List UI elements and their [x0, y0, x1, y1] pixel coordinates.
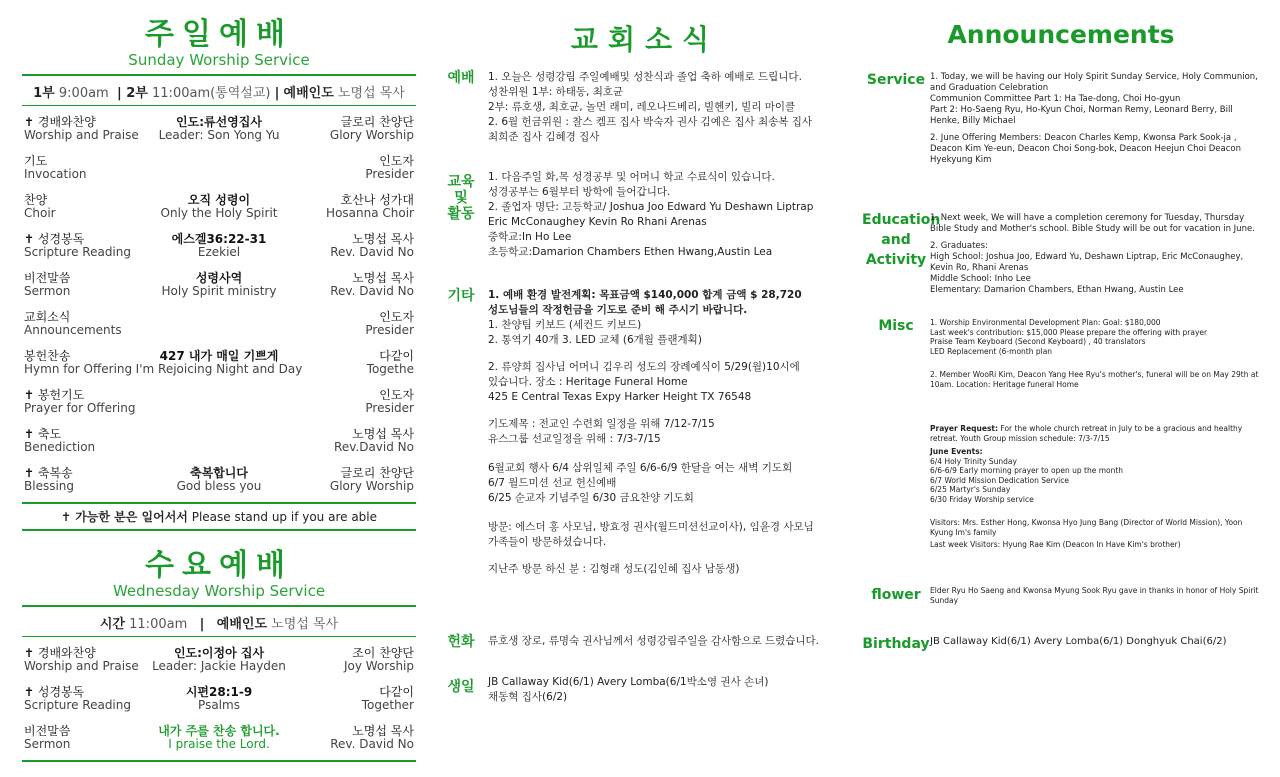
order-item-name	[24, 194, 56, 220]
birthday-text: JB Callaway Kid(6/1) Avery Lomba(6/1) Donghyuk Chai(6/2)	[930, 636, 1227, 647]
order-item-name-en: Invocation	[24, 167, 87, 181]
birthday-line: 채동혁 집사(6/2)	[488, 691, 568, 703]
order-item-name	[24, 155, 87, 181]
order-row	[22, 229, 416, 268]
misc-item: Last week's contribution: $15,000 Please prepare the offering with prayer	[930, 327, 1208, 337]
order-item-leader-ko: 노명섭 목사	[352, 232, 414, 246]
church-news	[440, 0, 850, 777]
order-item-name	[24, 467, 74, 493]
order-item-leader-ko: 인도자	[379, 154, 414, 168]
education-label-line: Education	[862, 212, 941, 228]
order-item-leader-en: Rev. David No	[330, 737, 414, 751]
order-row	[22, 643, 416, 682]
order-item-detail-ko: 에스겔36:22-31	[171, 232, 267, 246]
info-separator: |	[199, 617, 205, 632]
order-item-name-en: Sermon	[24, 284, 71, 298]
text-line: Eric McConaughey Kevin Ro Rhani Arenas	[488, 216, 707, 228]
prayer-line: 유스그룹 선교일정을 위해 : 7/3-7/15	[488, 433, 661, 445]
order-row	[22, 346, 416, 385]
stand-note	[22, 504, 416, 529]
wednesday-order-list	[22, 643, 416, 760]
order-item-name-en: Choir	[24, 206, 56, 220]
order-item-name-en: Blessing	[24, 479, 75, 493]
visit-line: 방문: 에스더 홍 사모님, 방효정 권사(월드미션선교이사), 임윤경 사모님	[488, 521, 814, 533]
news-edu-label: 교육 및 활동	[447, 174, 475, 222]
divider	[22, 760, 416, 762]
order-item-detail	[122, 350, 316, 376]
education-item: Elementary: Damarion Chambers, Ethan Hwang, Austin Lee	[930, 285, 1184, 295]
leader-name: 노명섭 목사	[271, 617, 339, 632]
service-item: 1. Today, we will be having our Holy Spirit Sunday Service, Holy Communion, and Graduation Celebration	[930, 72, 1258, 93]
flower-label: flower	[871, 587, 921, 603]
text-line: 초등학교:Damarion Chambers Ethen Hwang,Austin Lea	[488, 246, 773, 258]
order-item-name-ko: 비전말씀	[24, 724, 71, 738]
order-item-name-en: Benediction	[24, 440, 96, 454]
order-item-leader-en: Rev.David No	[334, 440, 414, 454]
order-item-detail-en: God bless you	[176, 479, 262, 493]
order-row	[22, 721, 416, 760]
service-item: Communion Committee Part 1: Ha Tae-dong, Choi Ho-gyun	[930, 94, 1181, 104]
lastweek-line: 지난주 방문 하신 분 : 김형래 성도(김인혜 집사 남동생)	[488, 563, 740, 575]
service-label: Service	[866, 72, 926, 88]
part2-label: | 2부	[116, 86, 148, 101]
order-item-detail-en: Psalms	[198, 698, 240, 712]
order-item-detail-ko: 인도:류선영집사	[176, 115, 262, 129]
leader-label: 예배인도	[216, 617, 268, 632]
birthday-label: Birthday	[862, 636, 930, 652]
order-item-leader-ko: 노명섭 목사	[352, 271, 414, 285]
order-item-leader-ko: 노명섭 목사	[352, 724, 414, 738]
order-item-leader-ko: 호산나 성가대	[340, 193, 414, 207]
order-row	[22, 307, 416, 346]
order-item-name-ko: ✝ 축복송	[24, 466, 73, 480]
part1-label: 1부	[33, 86, 55, 101]
order-item-name-ko: ✝ 경배와찬양	[24, 115, 96, 129]
order-item-leader	[334, 428, 414, 454]
order-item-leader-en: Presider	[365, 401, 414, 415]
stand-note-ko: ✝ 가능한 분은 일어서서	[60, 510, 188, 524]
order-item-leader-en: Presider	[365, 167, 414, 181]
order-item-detail	[122, 233, 316, 259]
flower-body	[930, 586, 1260, 605]
education-item: 2. Graduates:	[930, 241, 988, 251]
part2-time: 11:00am(통역설교)	[152, 86, 271, 101]
order-row	[22, 385, 416, 424]
order-item-leader-ko: 인도자	[379, 310, 414, 324]
order-item-leader	[362, 686, 414, 712]
misc-item: LED Replacement (6-month plan	[930, 346, 1053, 356]
order-item-detail-en: Ezekiel	[197, 245, 241, 259]
order-item-detail-ko: 성령사역	[195, 271, 243, 285]
news-edu-body	[488, 170, 850, 260]
education-label	[862, 210, 941, 270]
news-birthday-label: 생일	[447, 679, 475, 695]
text-line: 6/30 Friday Worship service	[930, 494, 1034, 504]
order-item-leader-en: Togethe	[366, 362, 414, 376]
order-item-detail-ko: 오직 성령이	[187, 193, 251, 207]
text-line: 6/7 World Mission Dedication Service	[930, 475, 1069, 485]
order-item-name-en: Worship and Praise	[24, 128, 139, 142]
text-line: 2. 6월 헌금위원 : 찰스 켐프 집사 박숙자 권사 김예은 집사 최송복 집사	[488, 116, 813, 128]
order-item-detail	[122, 467, 316, 493]
order-row	[22, 268, 416, 307]
etc-line: 2. 류양희 집사님 어머니 김우리 성도의 장례예식이 5/29(월)10시에	[488, 361, 800, 373]
order-item-leader-ko: 글로리 찬양단	[340, 466, 414, 480]
prayer-request-label: Prayer Request:	[930, 424, 999, 433]
order-item-name	[24, 311, 122, 337]
order-item-leader	[330, 467, 414, 493]
order-item-name	[24, 686, 131, 712]
order-item-detail-ko: 축복합니다	[190, 466, 248, 480]
sunday-subtitle: Sunday Worship Service	[128, 51, 310, 69]
order-item-leader-en: Together	[361, 698, 414, 712]
order-item-name	[24, 272, 70, 298]
birthday-body	[930, 636, 1260, 647]
june-line: 6/7 월드미션 선교 헌신예배	[488, 477, 617, 489]
etc-line: 1. 찬양팀 키보드 (세컨드 키보드)	[488, 319, 642, 331]
etc-line: 있습니다. 장소 : Heritage Funeral Home	[488, 376, 688, 388]
education-item: 1. Next week, We will have a completion ceremony for Tuesday, Thursday Bible Study and Mother's school. Bible Study will be out for vacation in June.	[930, 213, 1255, 234]
order-item-name	[24, 233, 131, 259]
announcements-title: Announcements	[947, 20, 1175, 49]
order-item-name-en: Scripture Reading	[24, 698, 131, 712]
order-item-leader	[330, 233, 414, 259]
order-item-name	[24, 428, 95, 454]
sunday-program	[22, 0, 416, 762]
order-row	[22, 112, 416, 151]
order-item-name	[24, 725, 70, 751]
text-line: 중학교:In Ho Lee	[488, 231, 572, 243]
order-item-detail-en: Only the Holy Spirit	[160, 206, 278, 220]
order-row	[22, 463, 416, 502]
text-line: 성경공부는 6월부터 방학에 들어갑니다.	[488, 186, 671, 198]
june-events-list	[930, 457, 1260, 505]
order-item-name	[24, 350, 132, 376]
text-line: 1. 오늘은 성령강림 주일예배및 성찬식과 졸업 축하 예배로 드립니다.	[488, 71, 802, 83]
wednesday-title: 수요예배	[145, 548, 293, 583]
news-etc-label: 기타	[447, 288, 475, 304]
misc-item: Praise Team Keyboard (Second Keyboard) , 40 translators	[930, 337, 1146, 346]
order-item-leader-ko: 다같이	[379, 685, 414, 699]
education-body	[930, 213, 1260, 296]
news-flower-label: 헌화	[447, 634, 475, 650]
birthday-line: JB Callaway Kid(6/1) Avery Lomba(6/1박소영 권사 손녀)	[488, 676, 769, 688]
order-item-leader	[365, 155, 414, 181]
education-label-line: and	[881, 232, 911, 248]
order-item-name-en: Worship and Praise	[24, 659, 139, 673]
etc-line: 2. 통역기 40개 3. LED 교체 (6개월 플랜계획)	[488, 334, 702, 346]
order-item-detail	[122, 647, 316, 673]
news-worship-body	[488, 70, 850, 145]
news-etc-body	[488, 288, 850, 577]
text-line: 6/6-6/9 Early morning prayer to open up the month	[930, 466, 1124, 475]
order-item-detail	[122, 725, 316, 751]
order-item-detail	[122, 194, 316, 220]
order-item-leader	[367, 350, 414, 376]
leader-name: 노명섭 목사	[337, 86, 405, 101]
prayer-request-text: For the whole church retreat in July to be a gracious and healthy retreat. Youth Group mission schedule: 7/3-7/15	[930, 424, 1243, 443]
text-line: 성찬위원 1부: 하태동, 최호균	[488, 86, 624, 98]
june-events-title: June Events:	[930, 447, 983, 456]
order-row	[22, 190, 416, 229]
leader-label: 예배인도	[283, 86, 334, 101]
sunday-title: 주일예배	[145, 17, 293, 52]
text-line: 2. 졸업자 명단: 고등학교/ Joshua Joo Edward Yu Deshawn Liptrap	[488, 201, 814, 213]
order-item-leader	[330, 272, 414, 298]
order-item-detail-ko: 내가 주를 찬송 합니다.	[158, 724, 280, 738]
order-item-name-ko: 찬양	[24, 193, 48, 207]
order-item-leader-ko: 조이 찬양단	[352, 646, 414, 660]
service-item: 2. June Offering Members: Deacon Charles Kemp, Kwonsa Park Sook-ja , Deacon Kim Ye-eun, Deacon Choi Song-bok, Deacon Heejun Choi Deacon Hyekyung Kim	[930, 133, 1241, 165]
wednesday-subtitle: Wednesday Worship Service	[112, 582, 326, 600]
order-item-name-en: Scripture Reading	[24, 245, 131, 259]
order-item-detail-en: Leader: Son Yong Yu	[158, 128, 280, 142]
prayer-request	[930, 424, 1260, 443]
order-item-name	[24, 389, 135, 415]
order-item-leader-ko: 다같이	[379, 349, 414, 363]
order-item-name-ko: 비전말씀	[24, 271, 71, 285]
education-item: High School: Joshua Joo, Edward Yu, Deshawn Liptrap, Eric McConaughey, Kevin Ro, Rhani Arenas	[930, 252, 1244, 273]
order-item-detail-en: I praise the Lord.	[168, 737, 270, 751]
order-item-detail-ko: 시편28:1-9	[185, 685, 253, 699]
june-line: 6월교회 행사 6/4 삼위일체 주일 6/6-6/9 한달을 여는 새벽 기도회	[488, 462, 793, 474]
june-line: 6/25 순교자 기념주일 6/30 금요찬양 기도회	[488, 492, 694, 504]
order-item-name-ko: 봉헌찬송	[24, 349, 71, 363]
order-item-name-en: Hymn for Offering	[24, 362, 133, 376]
news-birthday-body	[488, 675, 850, 705]
order-item-leader-en: Glory Worship	[329, 479, 414, 493]
order-item-leader-en: Rev. David No	[330, 245, 414, 259]
order-item-leader-en: Hosanna Choir	[326, 206, 414, 220]
order-item-name-en: Prayer for Offering	[24, 401, 136, 415]
visitors-line: Visitors: Mrs. Esther Hong, Kwonsa Hyo Jung Bang (Director of World Mission), Yoon Kyung Im's family	[930, 518, 1243, 537]
visit-line: 가족들이 방문하셨습니다.	[488, 536, 607, 548]
order-item-leader-ko: 노명섭 목사	[352, 427, 414, 441]
news-flower-body	[488, 634, 850, 649]
order-item-leader-ko: 인도자	[379, 388, 414, 402]
order-row	[22, 682, 416, 721]
info-separator: |	[274, 86, 280, 101]
order-item-leader-en: Glory Worship	[329, 128, 414, 142]
order-item-detail-en: Leader: Jackie Hayden	[152, 659, 286, 673]
order-item-name-ko: ✝ 경배와찬양	[24, 646, 96, 660]
order-item-leader	[365, 389, 414, 415]
misc-label: Misc	[878, 318, 914, 334]
order-item-detail-en: I'm Rejoicing Night and Day	[135, 362, 303, 376]
prayer-line: 기도제목 : 전교인 수련회 일정을 위해 7/12-7/15	[488, 418, 715, 430]
order-item-detail-ko: 인도:이정아 집사	[173, 646, 265, 660]
order-item-name-en: Announcements	[24, 323, 122, 337]
order-item-name-ko: 기도	[24, 154, 48, 168]
order-item-detail-en: Holy Spirit ministry	[161, 284, 277, 298]
order-item-leader-en: Joy Worship	[343, 659, 414, 673]
order-item-leader	[330, 725, 414, 751]
order-item-name-ko: ✝ 축도	[24, 427, 62, 441]
service-body	[930, 72, 1260, 166]
order-item-name-ko: ✝ 성경봉독	[24, 232, 85, 246]
time-value: 11:00am	[129, 617, 188, 632]
order-item-name-ko: ✝ 성경봉독	[24, 685, 85, 699]
text-line: 6/4 Holy Trinity Sunday	[930, 456, 1017, 466]
order-item-leader	[344, 647, 414, 673]
text-line: 1. 다음주일 화,목 성경공부 및 어머니 학교 수료식이 있습니다.	[488, 171, 775, 183]
order-item-detail-ko: 427 내가 매일 기쁘게	[159, 349, 279, 363]
order-item-name-ko: ✝ 봉헌기도	[24, 388, 85, 402]
order-row	[22, 424, 416, 463]
misc-item: 2. Member WooRi Kim, Deacon Yang Hee Ryu's mother's, funeral will be on May 29th at 10am. Location: Heritage funeral Home	[930, 370, 1259, 389]
order-item-detail	[122, 116, 316, 142]
order-row	[22, 151, 416, 190]
order-item-leader	[326, 194, 414, 220]
news-worship-label: 예배	[447, 70, 475, 86]
misc-item: 1. Worship Environmental Development Plan: Goal: $180,000	[930, 318, 1161, 327]
text-line: 2부: 류호생, 최호균, 놀먼 래미, 레오나드베리, 빌헨키, 빌리 마이클	[488, 101, 796, 113]
wednesday-info-bar	[22, 605, 416, 637]
sunday-info-bar	[22, 74, 416, 106]
etc-line: 425 E Central Texas Expy Harker Height TX 76548	[488, 391, 752, 403]
service-item: Part 2: Ho-Saeng Ryu, Ho-Kyun Choi, Norman Remy, Leonard Berry, Bill Henke, Billy Michael	[930, 105, 1233, 126]
order-item-name-ko: 교회소식	[24, 310, 71, 324]
announcements	[862, 0, 1260, 777]
education-label-line: Activity	[865, 252, 927, 268]
part1-time: 9:00am	[58, 86, 109, 101]
order-item-leader-ko: 글로리 찬양단	[340, 115, 414, 129]
stand-note-en: Please stand up if you are able	[191, 510, 378, 524]
education-item: Middle School: Inho Lee	[930, 274, 1031, 284]
news-title: 교회소식	[570, 23, 720, 56]
etc-line: 1. 예배 환경 발전계획: 목표금액 $140,000 합계 금액 $ 28,720	[488, 289, 802, 301]
flower-text: Elder Ryu Ho Saeng and Kwonsa Myung Sook Ryu gave in thanks in honor of Holy Spirit Sunday	[930, 586, 1259, 605]
flower-line: 류호생 장로, 류명숙 권사님께서 성령강림주일을 감사함으로 드렸습니다.	[488, 635, 819, 647]
misc-body	[930, 318, 1260, 389]
order-item-name-en: Sermon	[24, 737, 71, 751]
order-item-detail	[122, 686, 316, 712]
order-item-leader-en: Rev. David No	[330, 284, 414, 298]
sunday-order-list	[22, 112, 416, 502]
etc-line: 성도님들의 작정헌금을 기도로 준비 해 주시기 바랍니다.	[488, 304, 748, 316]
order-item-leader-en: Presider	[365, 323, 414, 337]
time-label: 시간	[99, 617, 125, 632]
order-item-leader	[330, 116, 414, 142]
prayer-and-events	[930, 424, 1260, 550]
text-line: 최희준 집사 김혜경 집사	[488, 131, 600, 143]
order-item-leader	[365, 311, 414, 337]
text-line: 6/25 Martyr's Sunday	[930, 485, 1011, 494]
order-item-detail	[122, 272, 316, 298]
last-visitors-line: Last week Visitors: Hyung Rae Kim (Deacon In Have Kim's brother)	[930, 540, 1181, 549]
